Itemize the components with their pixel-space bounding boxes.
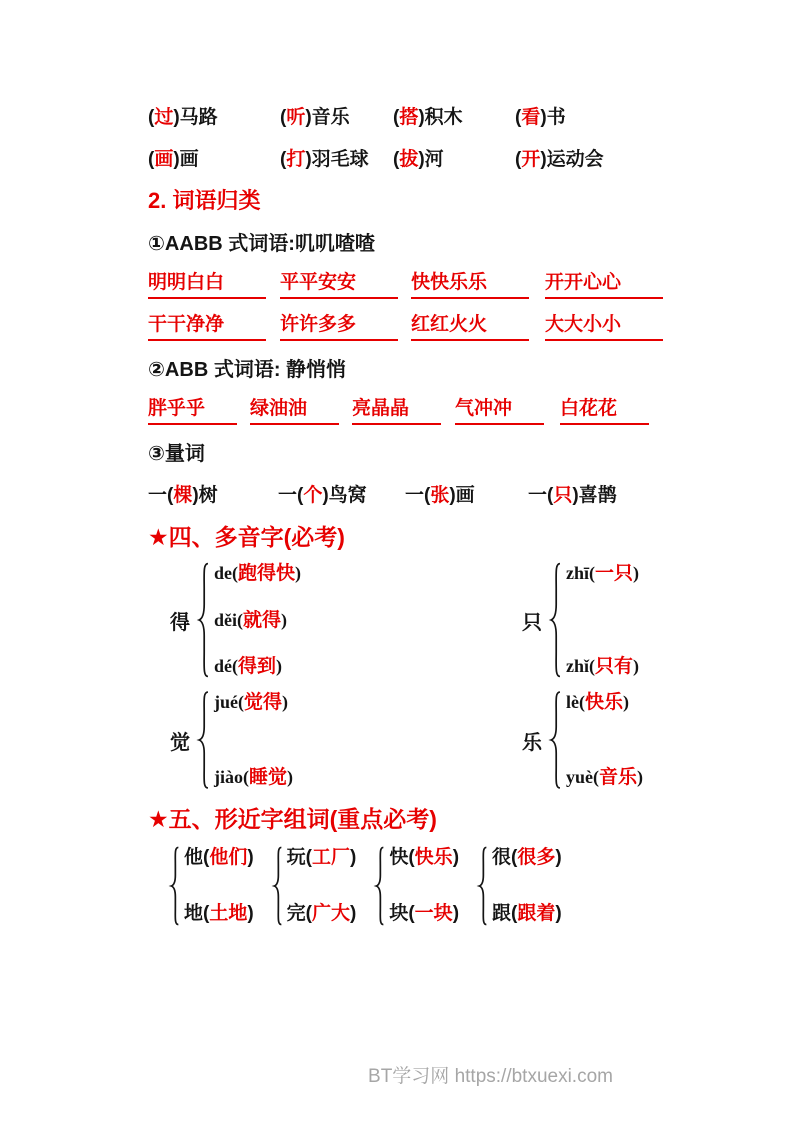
paren-text: ( bbox=[280, 148, 287, 170]
example-word: 音乐 bbox=[599, 767, 638, 788]
base-character: 块( bbox=[389, 903, 415, 924]
example-word: 土地 bbox=[209, 903, 248, 924]
polyphone-entry bbox=[214, 560, 301, 587]
phrase-text: )积木 bbox=[418, 106, 463, 128]
paren-text: ) bbox=[452, 903, 460, 924]
section-heading-polyphones: ★四、多音字(必考) bbox=[148, 523, 345, 550]
lookalike-entry bbox=[287, 845, 357, 871]
lookalike-group-2 bbox=[271, 845, 357, 927]
verb-phrase bbox=[280, 102, 393, 129]
measure-phrase bbox=[528, 480, 763, 507]
phrase-text: )画 bbox=[173, 148, 199, 170]
pinyin-text: jué( bbox=[214, 692, 244, 712]
abb-word-row bbox=[148, 388, 763, 430]
paren-text: ( bbox=[148, 106, 155, 128]
paren-text: ) bbox=[633, 656, 640, 676]
measure-phrase bbox=[405, 480, 528, 507]
verb-phrase bbox=[393, 144, 515, 171]
left-brace-icon bbox=[547, 689, 562, 791]
phrase-text: 一( bbox=[148, 484, 174, 506]
pinyin-text: yuè( bbox=[566, 767, 599, 787]
base-character: 他( bbox=[184, 847, 210, 868]
polyphone-group-de bbox=[170, 560, 500, 680]
lookalike-entry bbox=[492, 901, 562, 927]
vocab-word: 红红火火 bbox=[411, 309, 529, 341]
phrase-text: )河 bbox=[418, 148, 444, 170]
answer-character: 棵 bbox=[173, 484, 193, 506]
paren-text: ) bbox=[555, 847, 562, 868]
example-word: 跟着 bbox=[517, 903, 556, 924]
verb-phrase bbox=[280, 144, 393, 171]
paren-text: ( bbox=[393, 148, 400, 170]
left-brace-icon bbox=[373, 845, 385, 927]
polyphone-character: 觉 bbox=[170, 731, 190, 754]
paren-text: ) bbox=[350, 847, 357, 868]
example-word: 跑得快 bbox=[238, 563, 296, 584]
polyphone-group-jue bbox=[170, 689, 500, 791]
left-brace-icon bbox=[195, 689, 210, 791]
example-word: 觉得 bbox=[244, 692, 283, 713]
left-brace-icon bbox=[271, 845, 283, 927]
paren-text: ) bbox=[350, 903, 357, 924]
phrase-text: 一( bbox=[528, 484, 554, 506]
section-heading-word-categories: 2. 词语归类 bbox=[148, 187, 261, 213]
section-heading-lookalike-characters: ★五、形近字组词(重点必考) bbox=[148, 805, 437, 832]
vocab-word: 干干净净 bbox=[148, 309, 266, 341]
example-word: 他们 bbox=[209, 847, 248, 868]
pinyin-text: děi( bbox=[214, 609, 243, 630]
measure-phrase bbox=[148, 480, 278, 507]
answer-character: 打 bbox=[286, 148, 306, 170]
phrase-text: )运动会 bbox=[540, 148, 604, 170]
example-word: 一只 bbox=[595, 563, 634, 584]
paren-text: ) bbox=[452, 847, 460, 868]
measure-word-label: ③量词 bbox=[148, 442, 205, 465]
pinyin-text: lè( bbox=[566, 692, 585, 712]
polyphone-entry bbox=[214, 764, 293, 791]
paren-text: ( bbox=[515, 106, 522, 128]
left-brace-icon bbox=[168, 845, 180, 927]
paren-text: ( bbox=[280, 106, 287, 128]
vocab-word: 绿油油 bbox=[250, 393, 339, 425]
vocab-word: 亮晶晶 bbox=[352, 393, 441, 425]
answer-character: 画 bbox=[154, 148, 174, 170]
phrase-text: )音乐 bbox=[305, 106, 350, 128]
example-word: 快乐 bbox=[414, 847, 453, 868]
vocab-word: 大大小小 bbox=[545, 309, 663, 341]
footer-watermark: BT学习网 https://btxuexi.com bbox=[368, 1066, 613, 1087]
polyphone-entry bbox=[566, 764, 643, 791]
vocab-word: 明明白白 bbox=[148, 267, 266, 299]
lookalike-entry bbox=[184, 901, 254, 927]
answer-character: 开 bbox=[521, 148, 541, 170]
example-word: 得到 bbox=[238, 656, 277, 677]
polyphone-entries bbox=[214, 560, 301, 680]
example-word: 一块 bbox=[414, 903, 453, 924]
phrase-text: 一( bbox=[405, 484, 431, 506]
verb-phrase bbox=[393, 102, 515, 129]
paren-text: ( bbox=[393, 106, 400, 128]
answer-character: 过 bbox=[154, 106, 174, 128]
phrase-text: )书 bbox=[540, 106, 566, 128]
paren-text: ) bbox=[247, 903, 254, 924]
lookalike-entry bbox=[184, 845, 254, 871]
polyphone-group-le bbox=[522, 689, 643, 791]
polyphone-entry bbox=[566, 653, 639, 680]
vocab-word: 开开心心 bbox=[545, 267, 663, 299]
paren-text: ) bbox=[281, 609, 288, 630]
verb-phrase bbox=[148, 144, 280, 171]
polyphone-row-1 bbox=[148, 556, 763, 684]
pinyin-text: jiào( bbox=[214, 767, 249, 787]
pinyin-text: dé( bbox=[214, 656, 238, 676]
left-brace-icon bbox=[476, 845, 488, 927]
lookalike-entry bbox=[389, 901, 459, 927]
aabb-pattern-label: ①AABB 式词语:叽叽喳喳 bbox=[148, 232, 375, 255]
left-brace-icon bbox=[547, 560, 562, 680]
example-word: 只有 bbox=[595, 656, 634, 677]
phrase-text: )马路 bbox=[173, 106, 218, 128]
lookalike-entries bbox=[184, 845, 254, 927]
example-word: 很多 bbox=[517, 847, 556, 868]
vocab-word: 气冲冲 bbox=[455, 393, 544, 425]
base-character: 跟( bbox=[492, 903, 518, 924]
base-character: 玩( bbox=[286, 847, 312, 868]
example-word: 就得 bbox=[243, 609, 282, 631]
pinyin-text: de( bbox=[214, 563, 238, 583]
phrase-text: 一( bbox=[278, 484, 304, 506]
polyphone-entries bbox=[214, 689, 293, 791]
aabb-word-row-2 bbox=[148, 304, 763, 346]
polyphone-entry bbox=[214, 607, 301, 634]
lookalike-entries bbox=[389, 845, 459, 927]
pinyin-text: zhī( bbox=[566, 563, 595, 583]
example-word: 广大 bbox=[312, 903, 351, 924]
lookalike-group-3 bbox=[373, 845, 459, 927]
phrase-text: )画 bbox=[449, 484, 475, 506]
base-character: 很( bbox=[492, 847, 518, 868]
base-character: 地( bbox=[184, 903, 210, 924]
answer-character: 听 bbox=[286, 106, 306, 128]
vocab-word: 胖乎乎 bbox=[148, 393, 237, 425]
verb-phrase-row-2 bbox=[148, 136, 763, 178]
polyphone-entries bbox=[566, 560, 639, 680]
lookalike-entry bbox=[492, 845, 562, 871]
answer-character: 只 bbox=[553, 484, 573, 506]
vocab-word: 许许多多 bbox=[280, 309, 398, 341]
polyphone-entry bbox=[214, 653, 301, 680]
paren-text: ) bbox=[287, 767, 294, 787]
answer-character: 个 bbox=[303, 484, 323, 506]
example-word: 快乐 bbox=[584, 692, 623, 713]
measure-phrase bbox=[278, 480, 405, 507]
measure-word-row bbox=[148, 472, 763, 514]
polyphone-character: 乐 bbox=[522, 731, 542, 754]
lookalike-entries bbox=[492, 845, 562, 927]
polyphone-entry bbox=[566, 689, 643, 716]
paren-text: ) bbox=[295, 563, 302, 583]
verb-phrase-row-1 bbox=[148, 94, 763, 136]
vocab-word: 白花花 bbox=[560, 393, 649, 425]
verb-phrase bbox=[515, 144, 763, 171]
answer-character: 张 bbox=[430, 484, 450, 506]
polyphone-entry bbox=[214, 689, 293, 716]
phrase-text: )树 bbox=[192, 484, 218, 506]
aabb-word-row-1 bbox=[148, 262, 763, 304]
paren-text: ( bbox=[148, 148, 155, 170]
example-word: 睡觉 bbox=[249, 767, 288, 788]
paren-text: ( bbox=[515, 148, 522, 170]
vocab-word: 快快乐乐 bbox=[411, 267, 529, 299]
answer-character: 看 bbox=[521, 106, 541, 128]
lookalike-group-4 bbox=[476, 845, 562, 927]
left-brace-icon bbox=[195, 560, 210, 680]
base-character: 完( bbox=[286, 903, 312, 924]
polyphone-character: 得 bbox=[170, 611, 190, 634]
paren-text: ) bbox=[247, 847, 254, 868]
paren-text: ) bbox=[282, 692, 289, 712]
phrase-text: )喜鹊 bbox=[572, 484, 617, 506]
verb-phrase bbox=[515, 102, 763, 129]
verb-phrase bbox=[148, 102, 280, 129]
vocab-word: 平平安安 bbox=[280, 267, 398, 299]
paren-text: ) bbox=[276, 656, 283, 676]
polyphone-entry bbox=[566, 560, 639, 587]
base-character: 快( bbox=[389, 847, 415, 868]
lookalike-entry bbox=[287, 901, 357, 927]
phrase-text: )羽毛球 bbox=[305, 148, 369, 170]
lookalike-groups-row bbox=[168, 838, 763, 934]
paren-text: ) bbox=[623, 692, 629, 712]
phrase-text: )鸟窝 bbox=[322, 484, 367, 506]
polyphone-character: 只 bbox=[522, 611, 542, 634]
paren-text: ) bbox=[637, 767, 644, 787]
pinyin-text: zhǐ( bbox=[566, 656, 595, 676]
lookalike-group-1 bbox=[168, 845, 254, 927]
answer-character: 拔 bbox=[399, 148, 419, 170]
polyphone-row-2 bbox=[148, 684, 763, 796]
lookalike-entry bbox=[389, 845, 459, 871]
example-word: 工厂 bbox=[312, 847, 351, 868]
lookalike-entries bbox=[287, 845, 357, 927]
answer-character: 搭 bbox=[399, 106, 419, 128]
polyphone-entries bbox=[566, 689, 643, 791]
polyphone-group-zhi bbox=[522, 560, 639, 680]
abb-pattern-label: ②ABB 式词语: 静悄悄 bbox=[148, 358, 347, 381]
paren-text: ) bbox=[555, 903, 562, 924]
paren-text: ) bbox=[633, 563, 640, 583]
